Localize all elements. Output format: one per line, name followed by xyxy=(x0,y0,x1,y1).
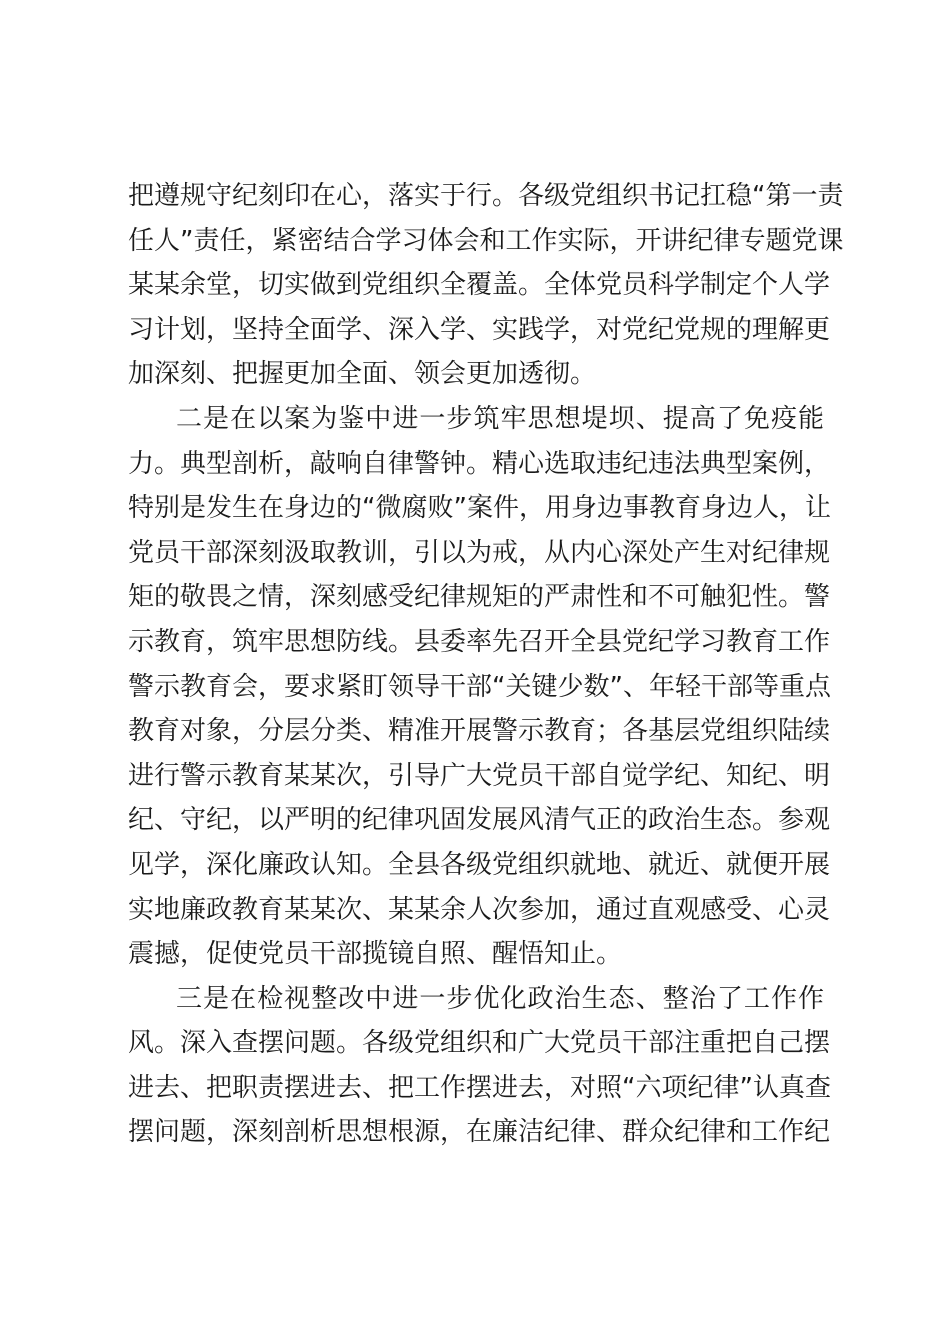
text-line: 矩的敬畏之情，深刻感受纪律规矩的严肃性和不可触犯性。警 xyxy=(128,582,831,613)
text-line: 见学，深化廉政认知。全县各级党组织就地、就近、就便开展 xyxy=(128,849,831,880)
text-line: 力。典型剖析，敲响自律警钟。精心选取违纪违法典型案例， xyxy=(128,448,831,479)
text-line: 三是在检视整改中进一步优化政治生态、整治了工作作 xyxy=(176,983,824,1014)
paragraph xyxy=(128,174,844,397)
text-line: 习计划，坚持全面学、深入学、实践学，对党纪党规的理解更 xyxy=(128,314,831,345)
text-line: 警示教育会，要求紧盯领导干部“关键少数”、年轻干部等重点 xyxy=(128,671,831,702)
text-line: 进行警示教育某某次，引导广大党员干部自觉学纪、知纪、明 xyxy=(128,760,831,791)
text-line: 纪、守纪，以严明的纪律巩固发展风清气正的政治生态。参观 xyxy=(128,805,831,836)
text-line: 任人”责任，紧密结合学习体会和工作实际，开讲纪律专题党课 xyxy=(128,225,844,256)
text-line: 党员干部深刻汲取教训，引以为戒，从内心深处产生对纪律规 xyxy=(128,537,831,568)
text-line: 把遵规守纪刻印在心，落实于行。各级党组织书记扛稳“第一责 xyxy=(128,181,844,211)
text-line: 特别是发生在身边的“微腐败”案件，用身边事教育身边人，让 xyxy=(128,493,831,524)
text-line: 加深刻、把握更加全面、领会更加透彻。 xyxy=(128,359,597,390)
text-line: 教育对象，分层分类、精准开展警示教育；各基层党组织陆续 xyxy=(128,716,831,747)
text-line: 示教育，筑牢思想防线。县委率先召开全县党纪学习教育工作 xyxy=(128,626,831,657)
text-line: 实地廉政教育某某次、某某余人次参加，通过直观感受、心灵 xyxy=(128,894,831,925)
document-body xyxy=(128,174,844,1155)
text-line: 某某余堂，切实做到党组织全覆盖。全体党员科学制定个人学 xyxy=(128,270,831,301)
text-line: 风。深入查摆问题。各级党组织和广大党员干部注重把自己摆 xyxy=(128,1028,831,1059)
paragraph xyxy=(128,977,831,1155)
paragraph xyxy=(128,397,831,977)
text-line: 震撼，促使党员干部揽镜自照、醒悟知止。 xyxy=(128,939,623,970)
text-line: 进去、把职责摆进去、把工作摆进去，对照“六项纪律”认真查 xyxy=(128,1072,831,1103)
text-line: 摆问题，深刻剖析思想根源，在廉洁纪律、群众纪律和工作纪 xyxy=(128,1117,831,1148)
text-line: 二是在以案为鉴中进一步筑牢思想堤坝、提高了免疫能 xyxy=(176,403,824,434)
